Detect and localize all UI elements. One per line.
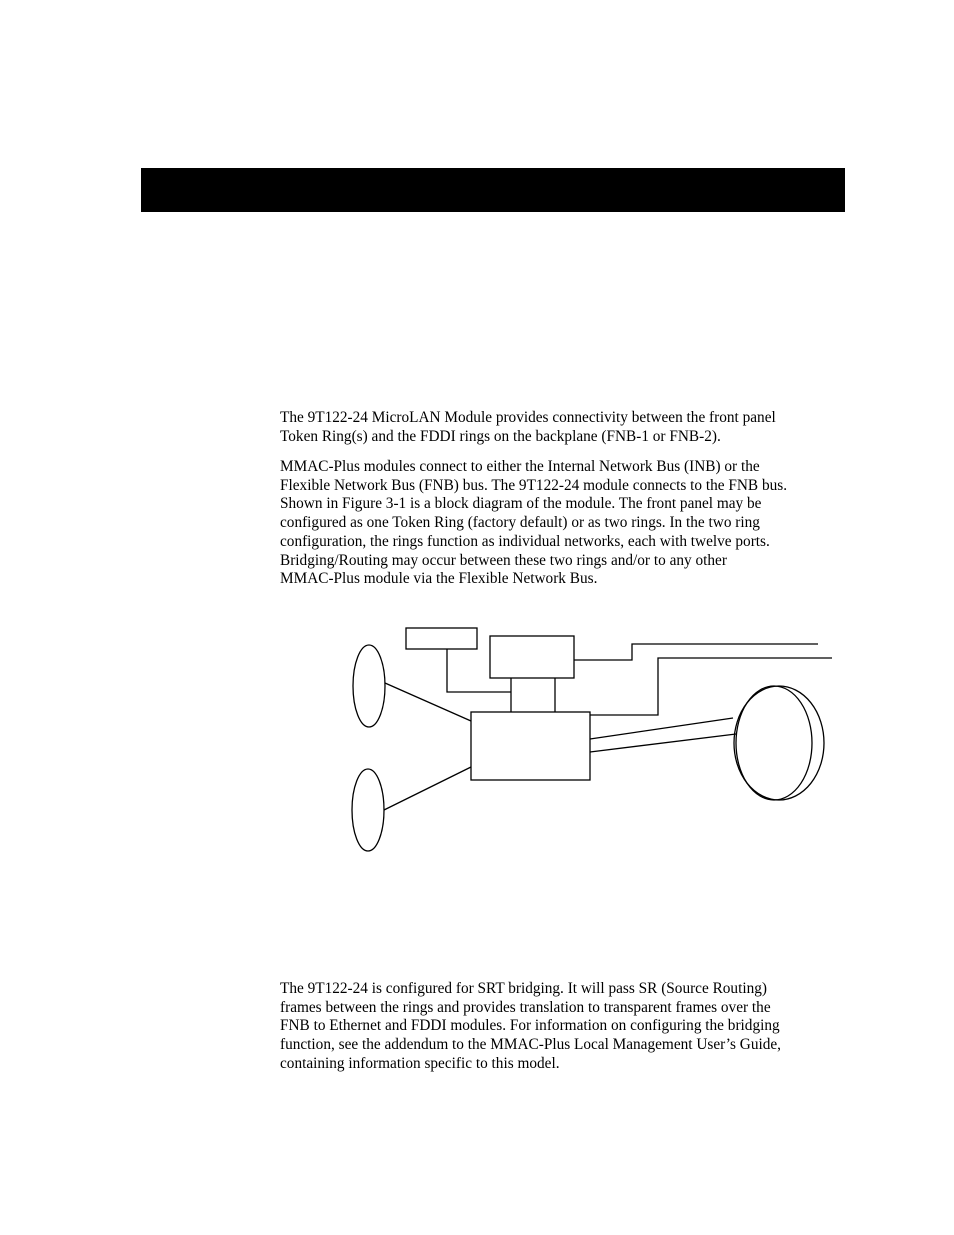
bridging-line: function, see the addendum to the MMAC-Plus Local Management User’s Guide, (280, 1036, 782, 1054)
token-ring-2-ellipse (352, 769, 384, 851)
bus-line: configuration, the rings function as individual networks, each with twelve ports. (280, 532, 770, 550)
central-block (471, 712, 590, 780)
upper-block (490, 636, 574, 678)
small-block (406, 628, 477, 649)
bridging-line: containing information specific to this model. (280, 1054, 560, 1072)
intro-line: Token Ring(s) and the FDDI rings on the backplane (FNB-1 or FNB-2). (280, 427, 721, 445)
ring-2-link (384, 767, 471, 810)
fddi-link-2 (590, 734, 736, 752)
bus-line: MMAC-Plus modules connect to either the Internal Network Bus (INB) or the (280, 458, 760, 475)
bridging-paragraph (280, 980, 845, 1074)
fddi-link-1 (590, 718, 733, 739)
intro-line: The 9T122-24 MicroLAN Module provides connectivity between the front panel (280, 409, 776, 426)
bridging-line: FNB to Ethernet and FDDI modules. For information on configuring the bridging (280, 1017, 780, 1035)
token-ring-1-ellipse (353, 645, 385, 727)
bridging-line: frames between the rings and provides translation to transparent frames over the (280, 998, 771, 1016)
bus-line: MMAC-Plus module via the Flexible Network Bus. (280, 570, 598, 588)
bus-line: Shown in Figure 3-1 is a block diagram of the module. The front panel may be (280, 495, 762, 513)
fddi-ring-inner (736, 686, 812, 800)
ring-1-link (385, 683, 471, 721)
bus-line-2 (590, 658, 832, 715)
small-block-link (447, 649, 511, 692)
bus-line: configured as one Token Ring (factory default) or as two rings. In the two ring (280, 514, 760, 532)
bus-line: Flexible Network Bus (FNB) bus. The 9T122-24 module connects to the FNB bus. (280, 476, 788, 494)
bus-line: Bridging/Routing may occur between these two rings and/or to any other (280, 551, 727, 569)
bridging-line: The 9T122-24 is configured for SRT bridging. It will pass SR (Source Routing) (280, 980, 767, 997)
